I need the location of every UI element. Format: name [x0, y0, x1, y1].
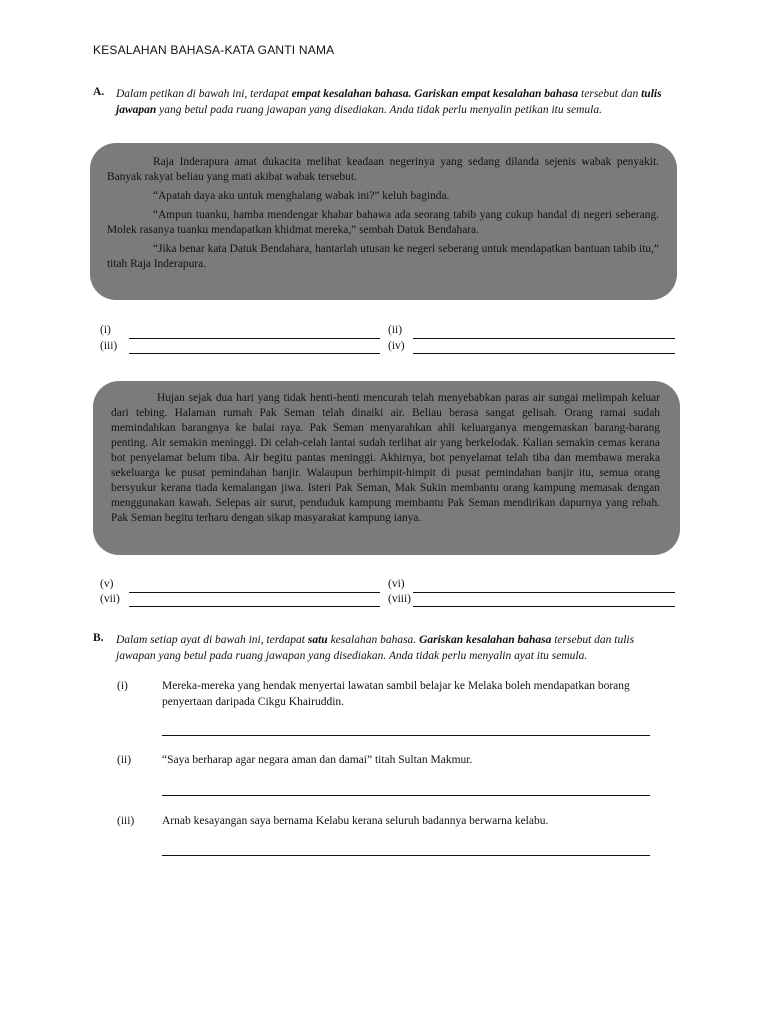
- instr-part: Dalam petikan di bawah ini, terdapat: [116, 88, 292, 100]
- worksheet-title: KESALAHAN BAHASA-KATA GANTI NAMA: [93, 43, 335, 57]
- section-a-instructions: [116, 86, 676, 118]
- answer-line-v[interactable]: [129, 592, 380, 593]
- answer-line-b-ii[interactable]: [162, 795, 650, 796]
- instr-part-bold: empat kesalahan bahasa. Gariskan empat kesalahan bahasa: [291, 88, 579, 100]
- answer-label: (viii): [388, 593, 411, 605]
- instr-part: yang betul pada ruang jawapan yang disediakan. Anda tidak perlu menyalin petikan itu semula.: [156, 104, 602, 116]
- answer-line-iii[interactable]: [129, 353, 380, 354]
- answer-line-i[interactable]: [129, 338, 380, 339]
- passage1-paragraph: “Jika benar kata Datuk Bendahara, hantarlah utusan ke negeri seberang untuk mendapatkan bantuan tabib itu,” titah Raja Inderapura.: [107, 243, 659, 270]
- section-a-label: A.: [93, 86, 105, 98]
- answer-label: (ii): [388, 324, 403, 336]
- answer-label: (iv): [388, 340, 405, 352]
- passage2-paragraph: Hujan sejak dua hari yang tidak henti-henti mencurah telah menyebabkan paras air sungai melimpah keluar dari tebing. Halaman rumah Pak Seman telah dinaiki air. Beliau berasa sangat gelisah. Orang ramai sudah memindahkan barangnya ke balai raya. Pak Seman menyarahkan ahli keluarganya mengemaskan barang-barang penting. Air semakin meninggi. Di celah-celah lantai sudah terlihat air yang berkelodak. Kalian semakin cemas kerana bot penyelamat belum tiba. Air begitu pantas meninggi. Akhirnya, bot penyelamat telah tiba dan membawa meraka sekeluarga ke pusat pemindahan banjir. Walaupun berhimpit-himpit di pusat pemindahan banjir itu, semua orang bersyukur kerana tiada kemalangan jiwa. Isteri Pak Seman, Mak Sukin membantu orang kampung memasak dengan menggunakan kawah. Selepas air surut, penduduk kampung membantu Pak Seman mendirikan dapurnya yang rebah. Pak Seman begitu terharu dengan sikap masyarakat kampung ianya.: [111, 392, 660, 524]
- answer-line-ii[interactable]: [413, 338, 675, 339]
- instr-part: tersebut dan tulis jawapan yang betul pada ruang jawapan yang disediakan. Anda tidak perlu menyalin ayat itu semula.: [116, 634, 635, 662]
- answer-line-viii[interactable]: [413, 606, 675, 607]
- answer-line-b-iii[interactable]: [162, 855, 650, 856]
- passage1-paragraph: “Apatah daya aku untuk menghalang wabak ini?” keluh baginda.: [153, 190, 450, 202]
- instr-part-bold: tulis jawapan: [116, 88, 662, 116]
- answer-label: (v): [100, 578, 114, 590]
- answer-label: (i): [100, 324, 111, 336]
- answer-line-vii[interactable]: [129, 606, 380, 607]
- passage1-paragraph: Raja Inderapura amat dukacita melihat keadaan negerinya yang sedang dilanda sejenis wabak penyakit. Banyak rakyat beliau yang mati akibat wabak tersebut.: [107, 156, 659, 183]
- question-number: (iii): [117, 815, 135, 827]
- instr-part-bold: satu: [307, 634, 328, 646]
- answer-label: (iii): [100, 340, 118, 352]
- answer-label: (vii): [100, 593, 120, 605]
- section-b-instructions: [116, 632, 676, 664]
- passage-box-2: [93, 381, 680, 555]
- answer-line-b-i[interactable]: [162, 735, 650, 736]
- question-text: Arnab kesayangan saya bernama Kelabu kerana seluruh badannya berwarna kelabu.: [162, 815, 549, 827]
- section-b-label: B.: [93, 632, 104, 644]
- question-text: “Saya berharap agar negara aman dan damai” titah Sultan Makmur.: [162, 754, 473, 766]
- instr-part: Dalam setiap ayat di bawah ini, terdapat: [116, 634, 308, 646]
- passage-box-1: [90, 143, 677, 300]
- answer-line-vi[interactable]: [413, 592, 675, 593]
- instr-part: kesalahan bahasa.: [327, 634, 420, 646]
- passage1-paragraph: “Ampun tuanku, hamba mendengar khabar bahawa ada seorang tabib yang cukup handal di negeri seberang. Molek rasanya tuanku mendapatkan khidmat mereka,” sembah Datuk Bendahara.: [107, 209, 659, 236]
- instr-part-bold: Gariskan kesalahan bahasa: [419, 634, 552, 646]
- question-text: Mereka-mereka yang hendak menyertai lawatan sambil belajar ke Melaka boleh mendapatkan borang penyertaan daripada Cikgu Khairuddin.: [162, 680, 630, 708]
- answer-label: (vi): [388, 578, 405, 590]
- question-number: (i): [117, 680, 128, 692]
- question-number: (ii): [117, 754, 132, 766]
- instr-part: tersebut dan: [578, 88, 642, 100]
- answer-line-iv[interactable]: [413, 353, 675, 354]
